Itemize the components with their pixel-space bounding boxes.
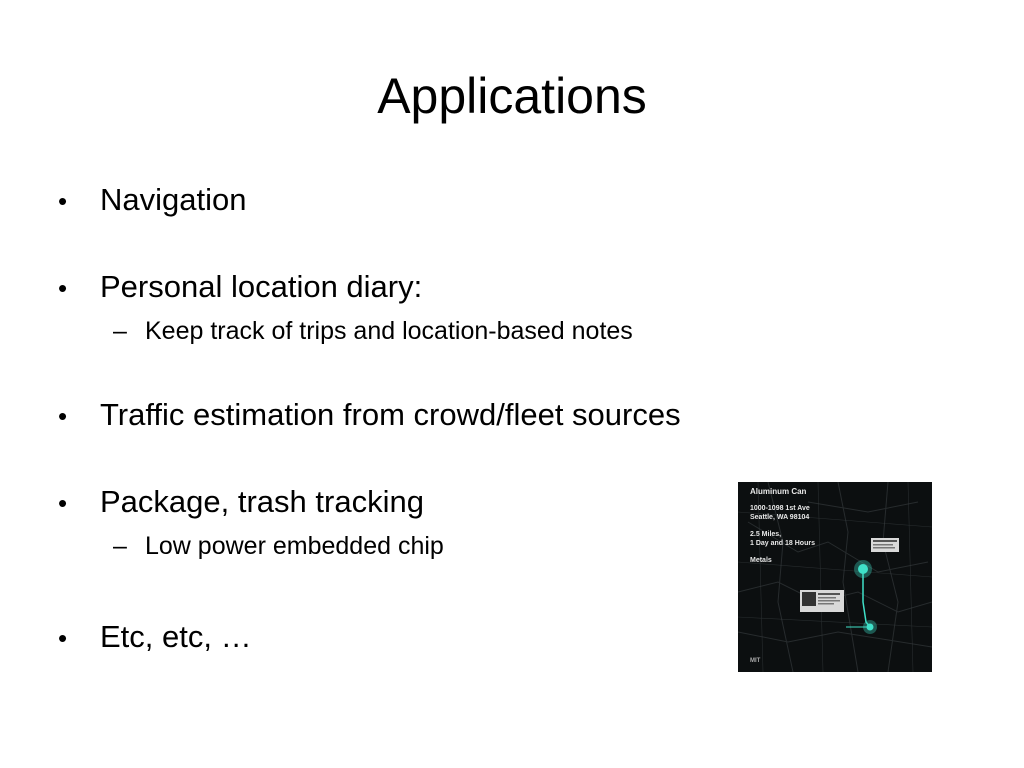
sub-bullet-symbol: – <box>113 317 127 345</box>
sub-bullet-symbol: – <box>113 532 127 560</box>
slide-title: Applications <box>377 68 647 124</box>
map-address-line1: 1000-1098 1st Ave <box>750 505 810 512</box>
map-distance: 2.5 Miles, <box>750 531 782 538</box>
bullet-text: Traffic estimation from crowd/fleet sources <box>100 397 681 432</box>
map-address-line2: Seattle, WA 98104 <box>750 514 810 521</box>
bullet-symbol: • <box>58 186 68 216</box>
bullet-item-traffic <box>58 397 681 434</box>
bullet-text: Etc, etc, … <box>100 619 252 654</box>
bullet-text: Navigation <box>100 182 247 217</box>
map-item-title: Aluminum Can <box>750 487 807 496</box>
map-footer-logo: MIT <box>750 658 761 664</box>
sub-bullet-text: Keep track of trips and location-based notes <box>145 317 633 345</box>
sub-bullet-chip <box>113 531 444 561</box>
sub-bullet-text: Low power embedded chip <box>145 532 444 560</box>
map-duration: 1 Day and 18 Hours <box>750 540 815 547</box>
bullet-symbol: • <box>58 273 68 303</box>
sub-bullet-trips <box>113 316 633 346</box>
bullet-text: Package, trash tracking <box>100 484 424 519</box>
bullet-item-etc <box>58 619 252 656</box>
bullet-item-location-diary <box>58 269 422 306</box>
bullet-symbol: • <box>58 623 68 653</box>
trash-tracking-map-image <box>738 482 932 672</box>
bullet-symbol: • <box>58 488 68 518</box>
bullet-text: Personal location diary: <box>100 269 423 304</box>
bullet-item-navigation <box>58 182 246 219</box>
bullet-symbol: • <box>58 401 68 431</box>
bullet-item-package <box>58 484 424 521</box>
map-category: Metals <box>750 557 772 564</box>
